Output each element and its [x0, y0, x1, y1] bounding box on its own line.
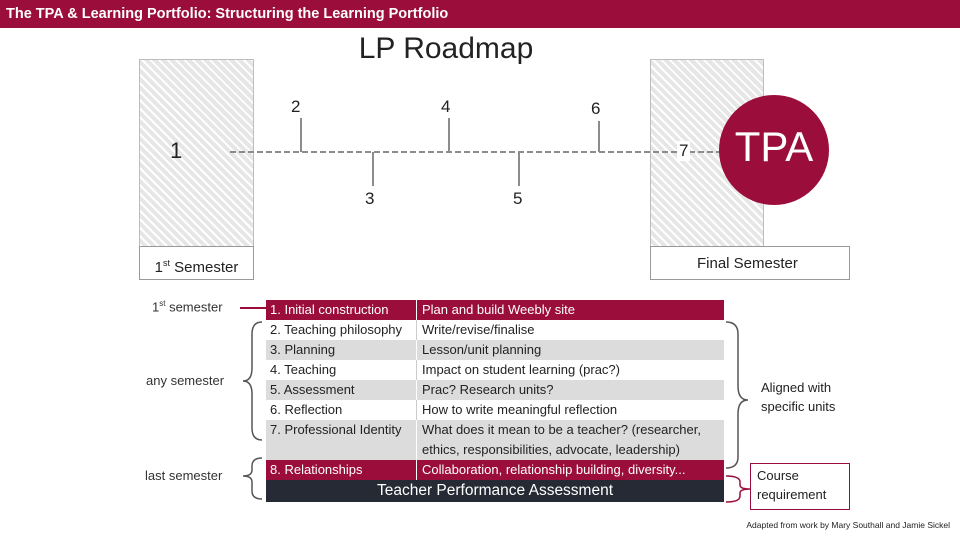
table-row: 6. Reflection How to write meaningful reflection — [266, 400, 724, 420]
milestone-1: 1 — [170, 138, 183, 163]
aligned-note: Aligned with specific units — [761, 380, 836, 414]
table-footer-tpa: Teacher Performance Assessment — [266, 480, 724, 502]
table-row: 4. Teaching Impact on student learning (prac?) — [266, 360, 724, 380]
milestone-3: 3 — [365, 189, 375, 208]
side-label-any: any semester — [146, 373, 225, 388]
roadmap-title: LP Roadmap — [358, 32, 534, 65]
milestone-7: 7 — [679, 141, 689, 160]
tpa-circle — [719, 95, 829, 205]
header-title: The TPA & Learning Portfolio: Structuring the Learning Portfolio — [6, 6, 449, 22]
last-semester-brace — [243, 458, 262, 499]
milestone-4: 4 — [441, 97, 451, 116]
table-row: 2. Teaching philosophy Write/revise/finalise — [266, 320, 724, 340]
first-semester-block — [139, 59, 254, 247]
milestone-6: 6 — [591, 99, 601, 118]
milestone-2: 2 — [291, 97, 301, 116]
table-row: 1. Initial construction Plan and build Weebly site — [266, 300, 724, 320]
course-brace — [726, 476, 750, 502]
milestone-5: 5 — [513, 189, 523, 208]
side-label-first: 1st semester — [152, 299, 223, 315]
course-requirement-note: Course requirement — [750, 463, 850, 510]
credit-text: Adapted from work by Mary Southall and Jamie Sickel — [746, 520, 950, 530]
final-semester-label: Final Semester — [650, 246, 850, 280]
aligned-brace — [726, 322, 748, 468]
first-semester-label: 1st Semester — [139, 246, 254, 280]
table-row: 7. Professional Identity What does it mean to be a teacher? (researcher, — [266, 420, 724, 440]
header-bar — [0, 0, 960, 28]
tpa-label: TPA — [734, 123, 814, 170]
table-row: 8. Relationships Collaboration, relationship building, diversity... — [266, 460, 724, 480]
side-label-last: last semester — [145, 468, 223, 483]
table-row: ethics, responsibilities, advocate, leadership) — [266, 440, 724, 460]
any-semester-brace — [243, 322, 262, 440]
table-row: 3. Planning Lesson/unit planning — [266, 340, 724, 360]
table-row: 5. Assessment Prac? Research units? — [266, 380, 724, 400]
